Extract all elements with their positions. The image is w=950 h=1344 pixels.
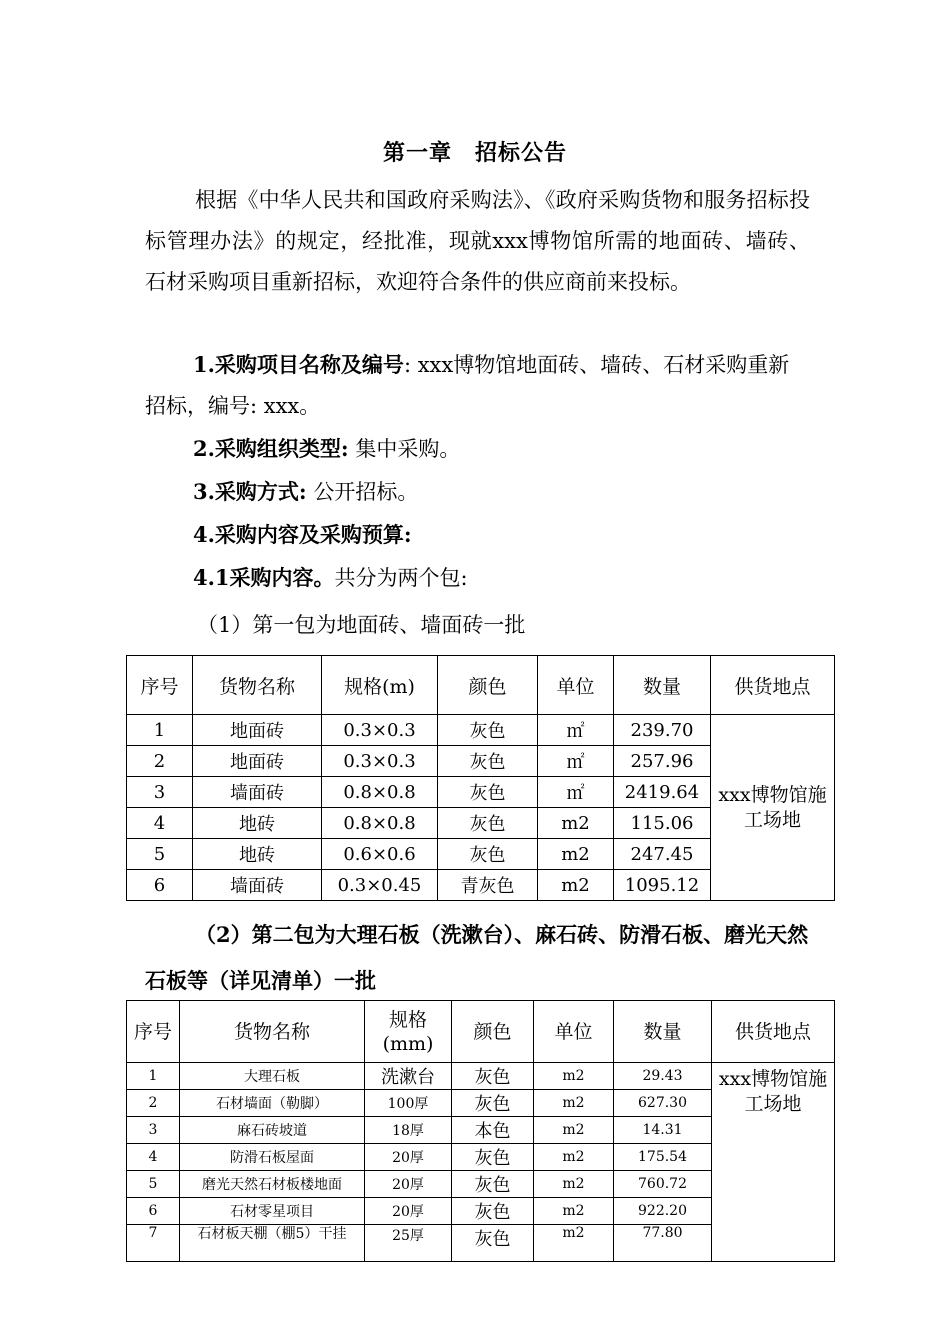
package2-heading: （2）第二包为大理石板（洗漱台）、麻石砖、防滑石板、磨光天然石板等（详见清单）一批	[145, 922, 809, 993]
cell-quantity: 2419.64	[614, 777, 711, 808]
item-project-name-label: 1.采购项目名称及编号	[193, 352, 404, 377]
cell-unit: m2	[538, 870, 614, 901]
item-project-name	[145, 344, 810, 427]
cell-spec: 0.6×0.6	[322, 839, 438, 870]
item-content	[145, 557, 810, 599]
cell-unit: m2	[534, 1090, 614, 1117]
chapter-title: 第一章 招标公告	[382, 140, 567, 166]
cell-color: 灰色	[452, 1198, 534, 1225]
cell-quantity: 247.45	[614, 839, 711, 870]
cell-index: 3	[127, 777, 193, 808]
cell-color: 灰色	[438, 808, 538, 839]
cell-quantity: 175.54	[614, 1144, 712, 1171]
cell-color: 灰色	[438, 777, 538, 808]
header-cell: 单位	[538, 656, 614, 715]
cell-name: 地面砖	[193, 746, 322, 777]
cell-name: 石材零星项目	[180, 1198, 365, 1225]
cell-index: 4	[127, 808, 193, 839]
cell-spec: 0.8×0.8	[322, 777, 438, 808]
header-cell: 序号	[127, 656, 193, 715]
cell-name: 防滑石板屋面	[180, 1144, 365, 1171]
cell-spec: 0.3×0.3	[322, 715, 438, 746]
item-org-type	[145, 428, 810, 470]
header-cell: 颜色	[438, 656, 538, 715]
cell-quantity: 77.80	[614, 1225, 712, 1262]
item-project-name-text: : xxx博物馆地面砖、墙砖、石材采购重新招标，编号: xxx。	[145, 353, 790, 418]
package1-table	[126, 655, 835, 901]
cell-spec: 洗漱台	[365, 1063, 452, 1090]
cell-quantity: 115.06	[614, 808, 711, 839]
cell-index: 6	[127, 1198, 180, 1225]
cell-spec: 0.3×0.3	[322, 746, 438, 777]
cell-name: 墙面砖	[193, 870, 322, 901]
cell-spec: 20厚	[365, 1171, 452, 1198]
cell-color: 青灰色	[438, 870, 538, 901]
cell-spec: 18厚	[365, 1117, 452, 1144]
cell-index: 2	[127, 746, 193, 777]
cell-unit: m2	[534, 1117, 614, 1144]
cell-unit: m2	[534, 1144, 614, 1171]
header-cell: 数量	[614, 656, 711, 715]
cell-unit: ㎡	[538, 715, 614, 746]
cell-unit: m2	[538, 839, 614, 870]
cell-name: 地面砖	[193, 715, 322, 746]
cell-color: 灰色	[438, 715, 538, 746]
cell-unit: m2	[534, 1225, 614, 1262]
cell-name: 墙面砖	[193, 777, 322, 808]
cell-name: 磨光天然石材板楼地面	[180, 1171, 365, 1198]
header-cell: 单位	[534, 1001, 614, 1063]
header-cell: 规格(mm)	[365, 1001, 452, 1063]
cell-unit: m2	[534, 1171, 614, 1198]
header-cell: 数量	[614, 1001, 712, 1063]
cell-name: 石材板天棚（棚5）干挂	[180, 1225, 365, 1262]
cell-color: 本色	[452, 1117, 534, 1144]
cell-quantity: 14.31	[614, 1117, 712, 1144]
item-content-budget-label: 4.采购内容及采购预算:	[193, 522, 412, 547]
header-cell: 货物名称	[180, 1001, 365, 1063]
cell-index: 7	[127, 1225, 180, 1262]
cell-index: 5	[127, 1171, 180, 1198]
cell-quantity: 627.30	[614, 1090, 712, 1117]
cell-quantity: 257.96	[614, 746, 711, 777]
cell-name: 石材墙面（勒脚）	[180, 1090, 365, 1117]
item-method-label: 3.采购方式:	[193, 479, 307, 504]
header-cell: 颜色	[452, 1001, 534, 1063]
cell-index: 6	[127, 870, 193, 901]
cell-index: 5	[127, 839, 193, 870]
table-header-row	[127, 656, 835, 715]
cell-index: 1	[127, 1063, 180, 1090]
item-content-label: 4.1采购内容。	[193, 565, 335, 590]
cell-quantity: 239.70	[614, 715, 711, 746]
cell-color: 灰色	[452, 1063, 534, 1090]
item-org-type-label: 2.采购组织类型:	[193, 436, 349, 461]
cell-spec: 100厚	[365, 1090, 452, 1117]
cell-name: 地砖	[193, 808, 322, 839]
cell-spec: 25厚	[365, 1225, 452, 1262]
header-cell: 货物名称	[193, 656, 322, 715]
cell-color: 灰色	[452, 1144, 534, 1171]
cell-location: xxx博物馆施工场地	[712, 1063, 835, 1262]
cell-color: 灰色	[452, 1171, 534, 1198]
cell-unit: ㎡	[538, 746, 614, 777]
cell-color: 灰色	[452, 1090, 534, 1117]
table-row	[127, 1063, 835, 1090]
item-content-budget	[145, 514, 810, 556]
cell-index: 3	[127, 1117, 180, 1144]
item-method	[145, 471, 810, 513]
cell-name: 大理石板	[180, 1063, 365, 1090]
cell-unit: m2	[538, 808, 614, 839]
item-method-text: 公开招标。	[306, 480, 419, 504]
cell-color: 灰色	[438, 839, 538, 870]
cell-location: xxx博物馆施工场地	[711, 715, 835, 901]
header-cell: 序号	[127, 1001, 180, 1063]
cell-index: 4	[127, 1144, 180, 1171]
item-content-text: 共分为两个包:	[334, 566, 468, 590]
cell-spec: 20厚	[365, 1144, 452, 1171]
cell-name: 麻石砖坡道	[180, 1117, 365, 1144]
cell-name: 地砖	[193, 839, 322, 870]
cell-unit: ㎡	[538, 777, 614, 808]
cell-spec: 0.8×0.8	[322, 808, 438, 839]
cell-unit: m2	[534, 1198, 614, 1225]
cell-color: 灰色	[452, 1225, 534, 1262]
cell-index: 1	[127, 715, 193, 746]
cell-spec: 0.3×0.45	[322, 870, 438, 901]
cell-color: 灰色	[438, 746, 538, 777]
table-row	[127, 715, 835, 746]
item-org-type-text: 集中采购。	[348, 437, 461, 461]
header-cell: 供货地点	[711, 656, 835, 715]
header-cell: 供货地点	[712, 1001, 835, 1063]
cell-quantity: 1095.12	[614, 870, 711, 901]
cell-unit: m2	[534, 1063, 614, 1090]
package2-table	[126, 1000, 835, 1262]
table-header-row	[127, 1001, 835, 1063]
package1-heading: （1）第一包为地面砖、墙面砖一批	[197, 613, 526, 637]
cell-quantity: 922.20	[614, 1198, 712, 1225]
cell-index: 2	[127, 1090, 180, 1117]
header-cell: 规格(m)	[322, 656, 438, 715]
intro-paragraph: 根据《中华人民共和国政府采购法》、《政府采购货物和服务招标投标管理办法》的规定，经批准，现就xxx博物馆所需的地面砖、墙砖、石材采购项目重新招标，欢迎符合条件的供应商前来投标。	[145, 188, 810, 294]
cell-quantity: 760.72	[614, 1171, 712, 1198]
cell-spec: 20厚	[365, 1198, 452, 1225]
cell-quantity: 29.43	[614, 1063, 712, 1090]
